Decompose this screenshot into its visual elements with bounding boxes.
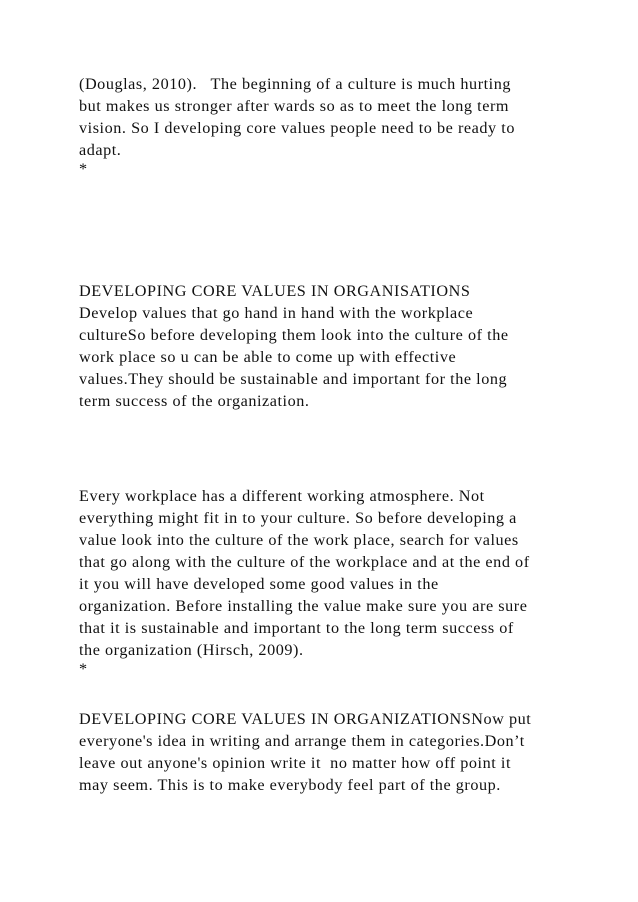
- text-line: cultureSo before developing them look into the culture of the: [79, 326, 509, 344]
- text-line: work place so u can be able to come up with effective: [79, 348, 457, 366]
- text-line: it you will have developed some good values in the: [79, 575, 439, 593]
- text-line: vision. So I developing core values people need to be ready to: [79, 119, 515, 137]
- text-line: adapt.: [79, 141, 122, 159]
- text-line: the organization (Hirsch, 2009).: [79, 641, 304, 659]
- text-line: organization. Before installing the value make sure you are sure: [79, 597, 528, 615]
- asterisk-marker: *: [79, 160, 88, 178]
- text-line: leave out anyone's opinion write it no matter how off point it: [79, 754, 511, 772]
- section-heading: DEVELOPING CORE VALUES IN ORGANIZATIONSNow put: [79, 710, 532, 728]
- text-line: values.They should be sustainable and important for the long: [79, 370, 508, 388]
- text-line: Every workplace has a different working atmosphere. Not: [79, 487, 485, 505]
- text-line: value look into the culture of the work place, search for values: [79, 531, 519, 549]
- text-line: term success of the organization.: [79, 392, 310, 410]
- text-line: (Douglas, 2010). The beginning of a culture is much hurting: [79, 75, 512, 93]
- text-line: but makes us stronger after wards so as to meet the long term: [79, 97, 510, 115]
- text-line: everything might fit in to your culture. So before developing a: [79, 509, 517, 527]
- text-line: that it is sustainable and important to the long term success of: [79, 619, 514, 637]
- section-heading: DEVELOPING CORE VALUES IN ORGANISATIONS: [79, 282, 471, 300]
- text-line: everyone's idea in writing and arrange them in categories.Don’t: [79, 732, 525, 750]
- text-line: that go along with the culture of the workplace and at the end of: [79, 553, 530, 571]
- text-line: may seem. This is to make everybody feel part of the group.: [79, 776, 501, 794]
- asterisk-marker: *: [79, 660, 88, 678]
- text-line: Develop values that go hand in hand with the workplace: [79, 304, 474, 322]
